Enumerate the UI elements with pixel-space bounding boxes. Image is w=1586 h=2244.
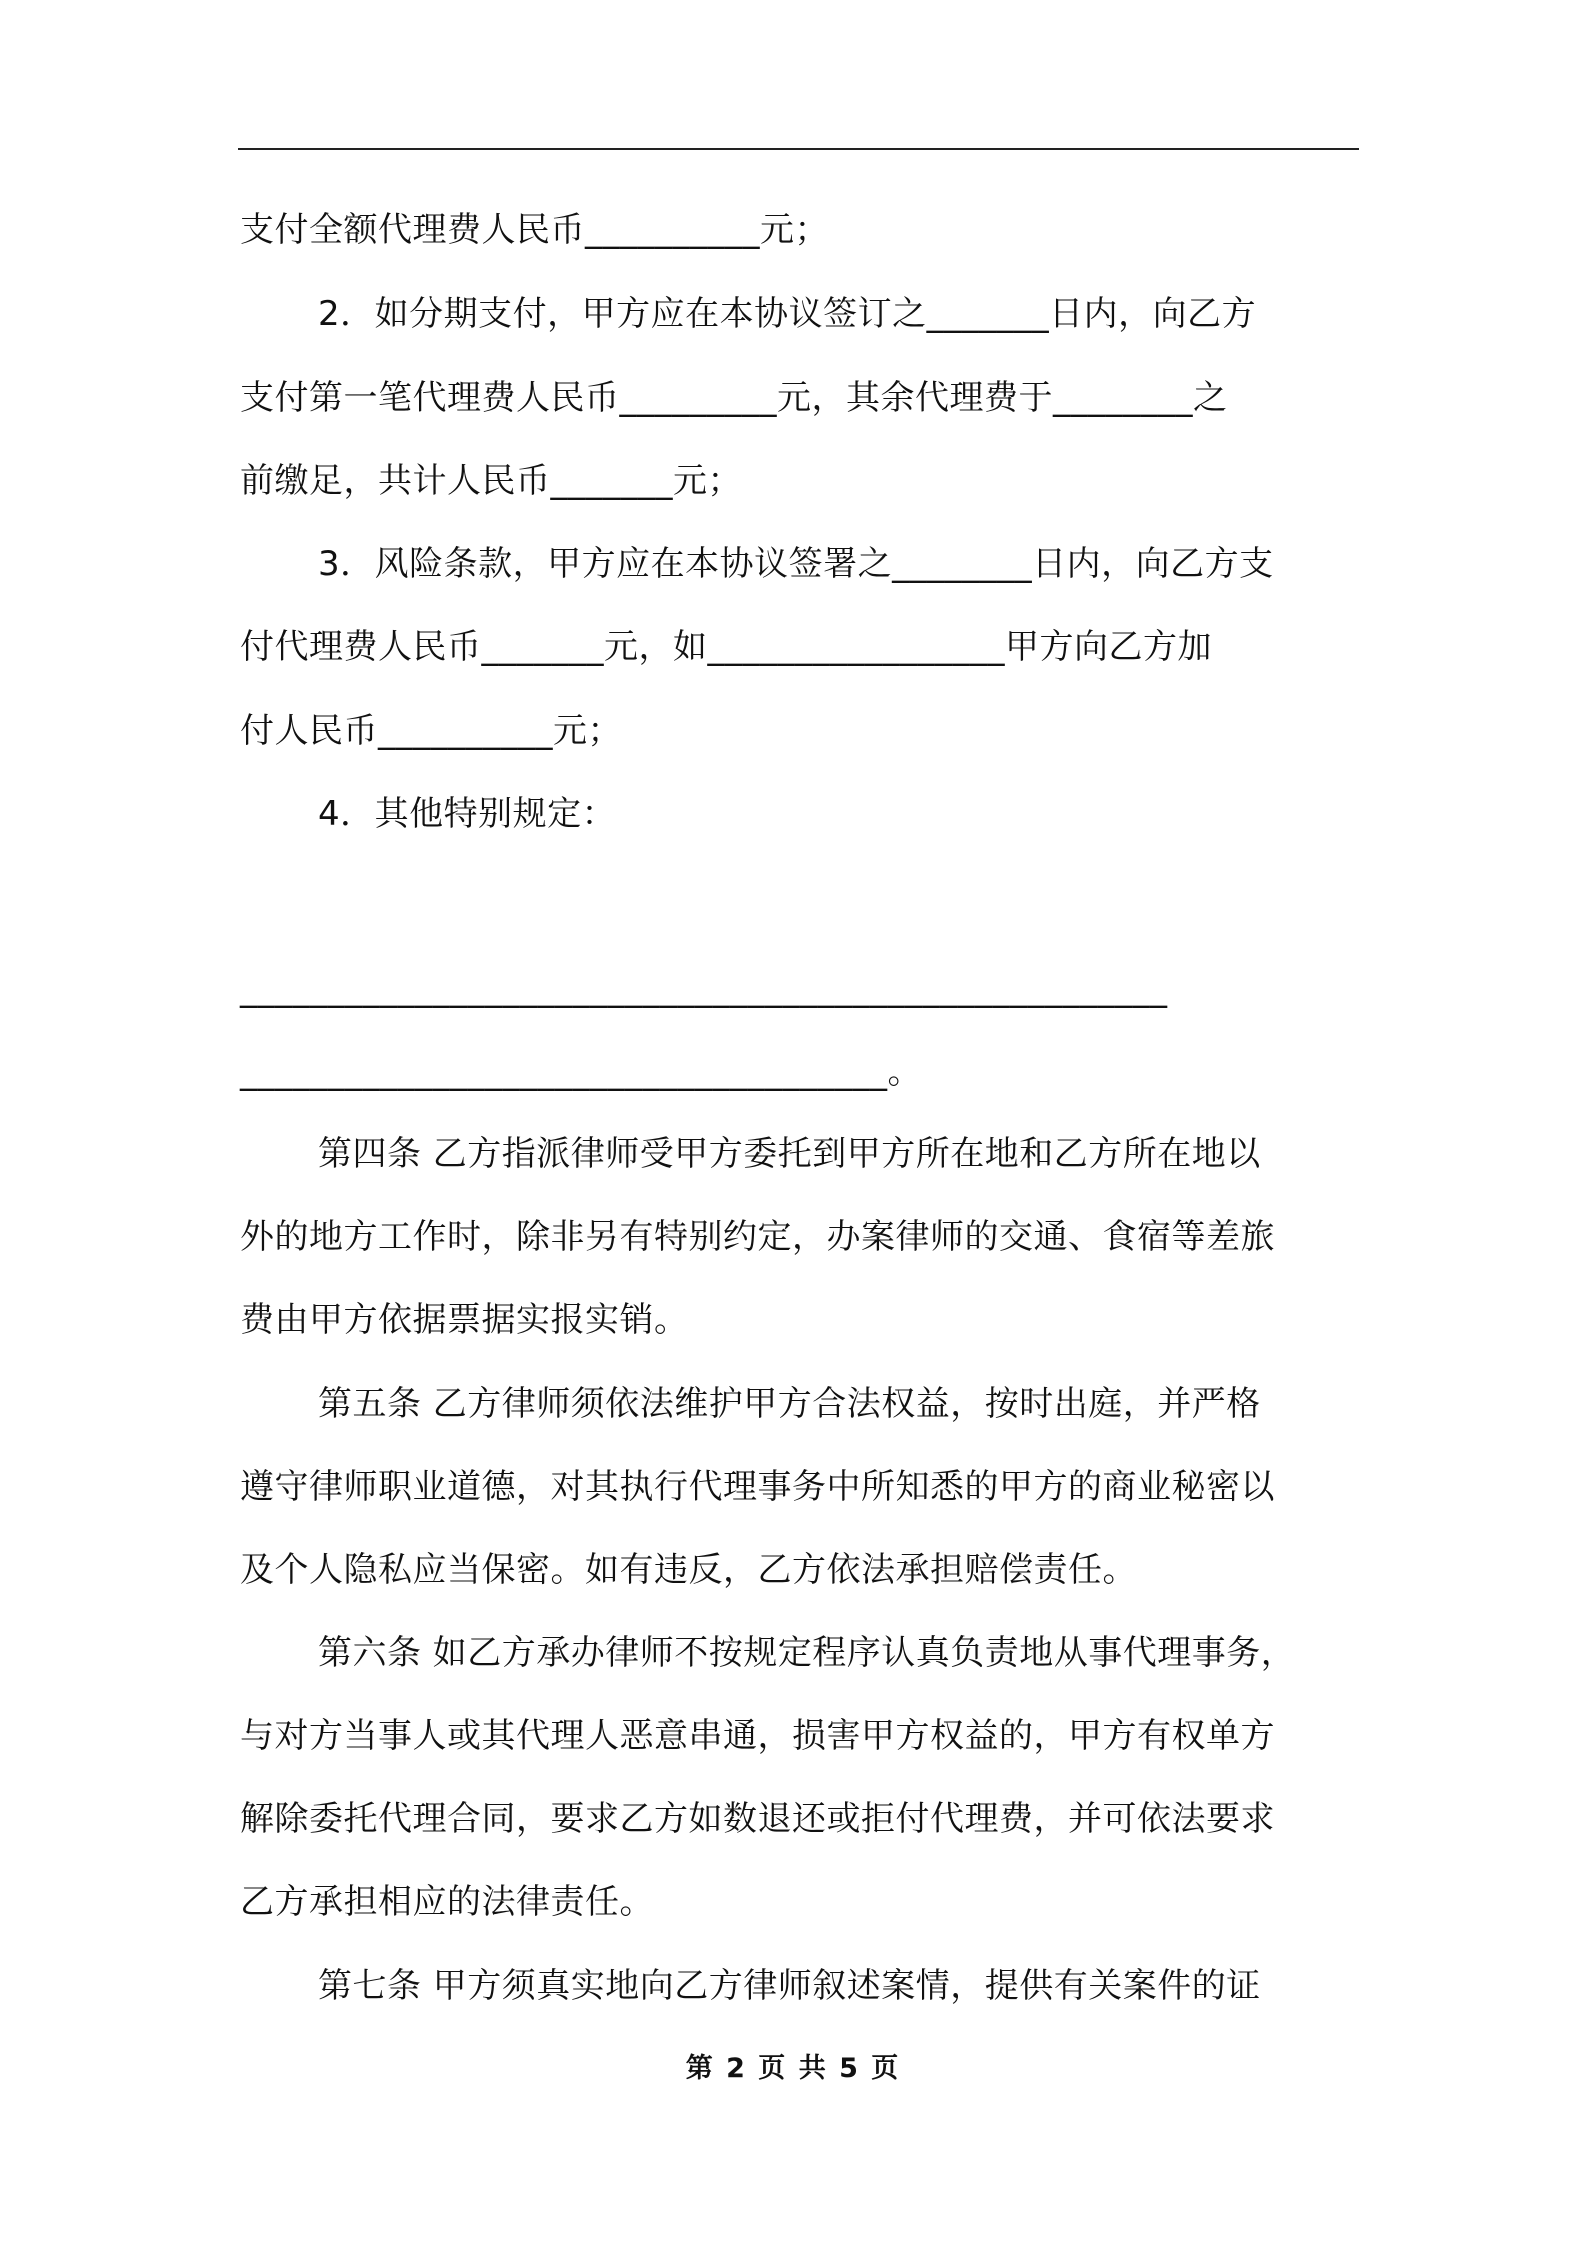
text-line: 外的地方工作时，除非另有特别约定，办案律师的交通、食宿等差旅 [240,1217,1275,1257]
blank-fill-line: _____________________________________。 [240,1052,922,1092]
article-5-line: 第五条 乙方律师须依法维护甲方合法权益，按时出庭，并严格 [318,1384,1261,1424]
text-line: 支付第一笔代理费人民币_________元，其余代理费于________之 [240,378,1228,418]
text-line: 支付全额代理费人民币__________元； [240,210,829,250]
header-rule [238,148,1359,150]
text-line: 及个人隐私应当保密。如有违反，乙方依法承担赔偿责任。 [240,1550,1137,1590]
blank-fill-line: _____________________________________________________ [240,969,1168,1009]
article-7-line: 第七条 甲方须真实地向乙方律师叙述案情，提供有关案件的证 [318,1966,1261,2006]
article-4-line: 第四条 乙方指派律师受甲方委托到甲方所在地和乙方所在地以 [318,1134,1261,1174]
text-line: 3．风险条款，甲方应在本协议签署之________日内，向乙方支 [318,544,1274,584]
text-line: 付人民币__________元； [240,711,622,751]
page-number-footer: 第 2 页 共 5 页 [685,2053,901,2084]
article-6-line: 第六条 如乙方承办律师不按规定程序认真负责地从事代理事务， [318,1633,1296,1673]
text-line: 4．其他特别规定： [318,794,617,834]
text-line: 费由甲方依据票据实报实销。 [240,1300,689,1340]
text-line: 解除委托代理合同，要求乙方如数退还或拒付代理费，并可依法要求 [240,1799,1275,1839]
text-line: 与对方当事人或其代理人恶意串通，损害甲方权益的，甲方有权单方 [240,1716,1275,1756]
text-line: 乙方承担相应的法律责任。 [240,1882,654,1922]
text-line: 2．如分期支付，甲方应在本协议签订之_______日内，向乙方 [318,294,1257,334]
text-line: 遵守律师职业道德，对其执行代理事务中所知悉的甲方的商业秘密以 [240,1467,1275,1507]
text-line: 前缴足，共计人民币_______元； [240,461,742,501]
text-line: 付代理费人民币_______元，如_________________甲方向乙方加 [240,627,1212,667]
